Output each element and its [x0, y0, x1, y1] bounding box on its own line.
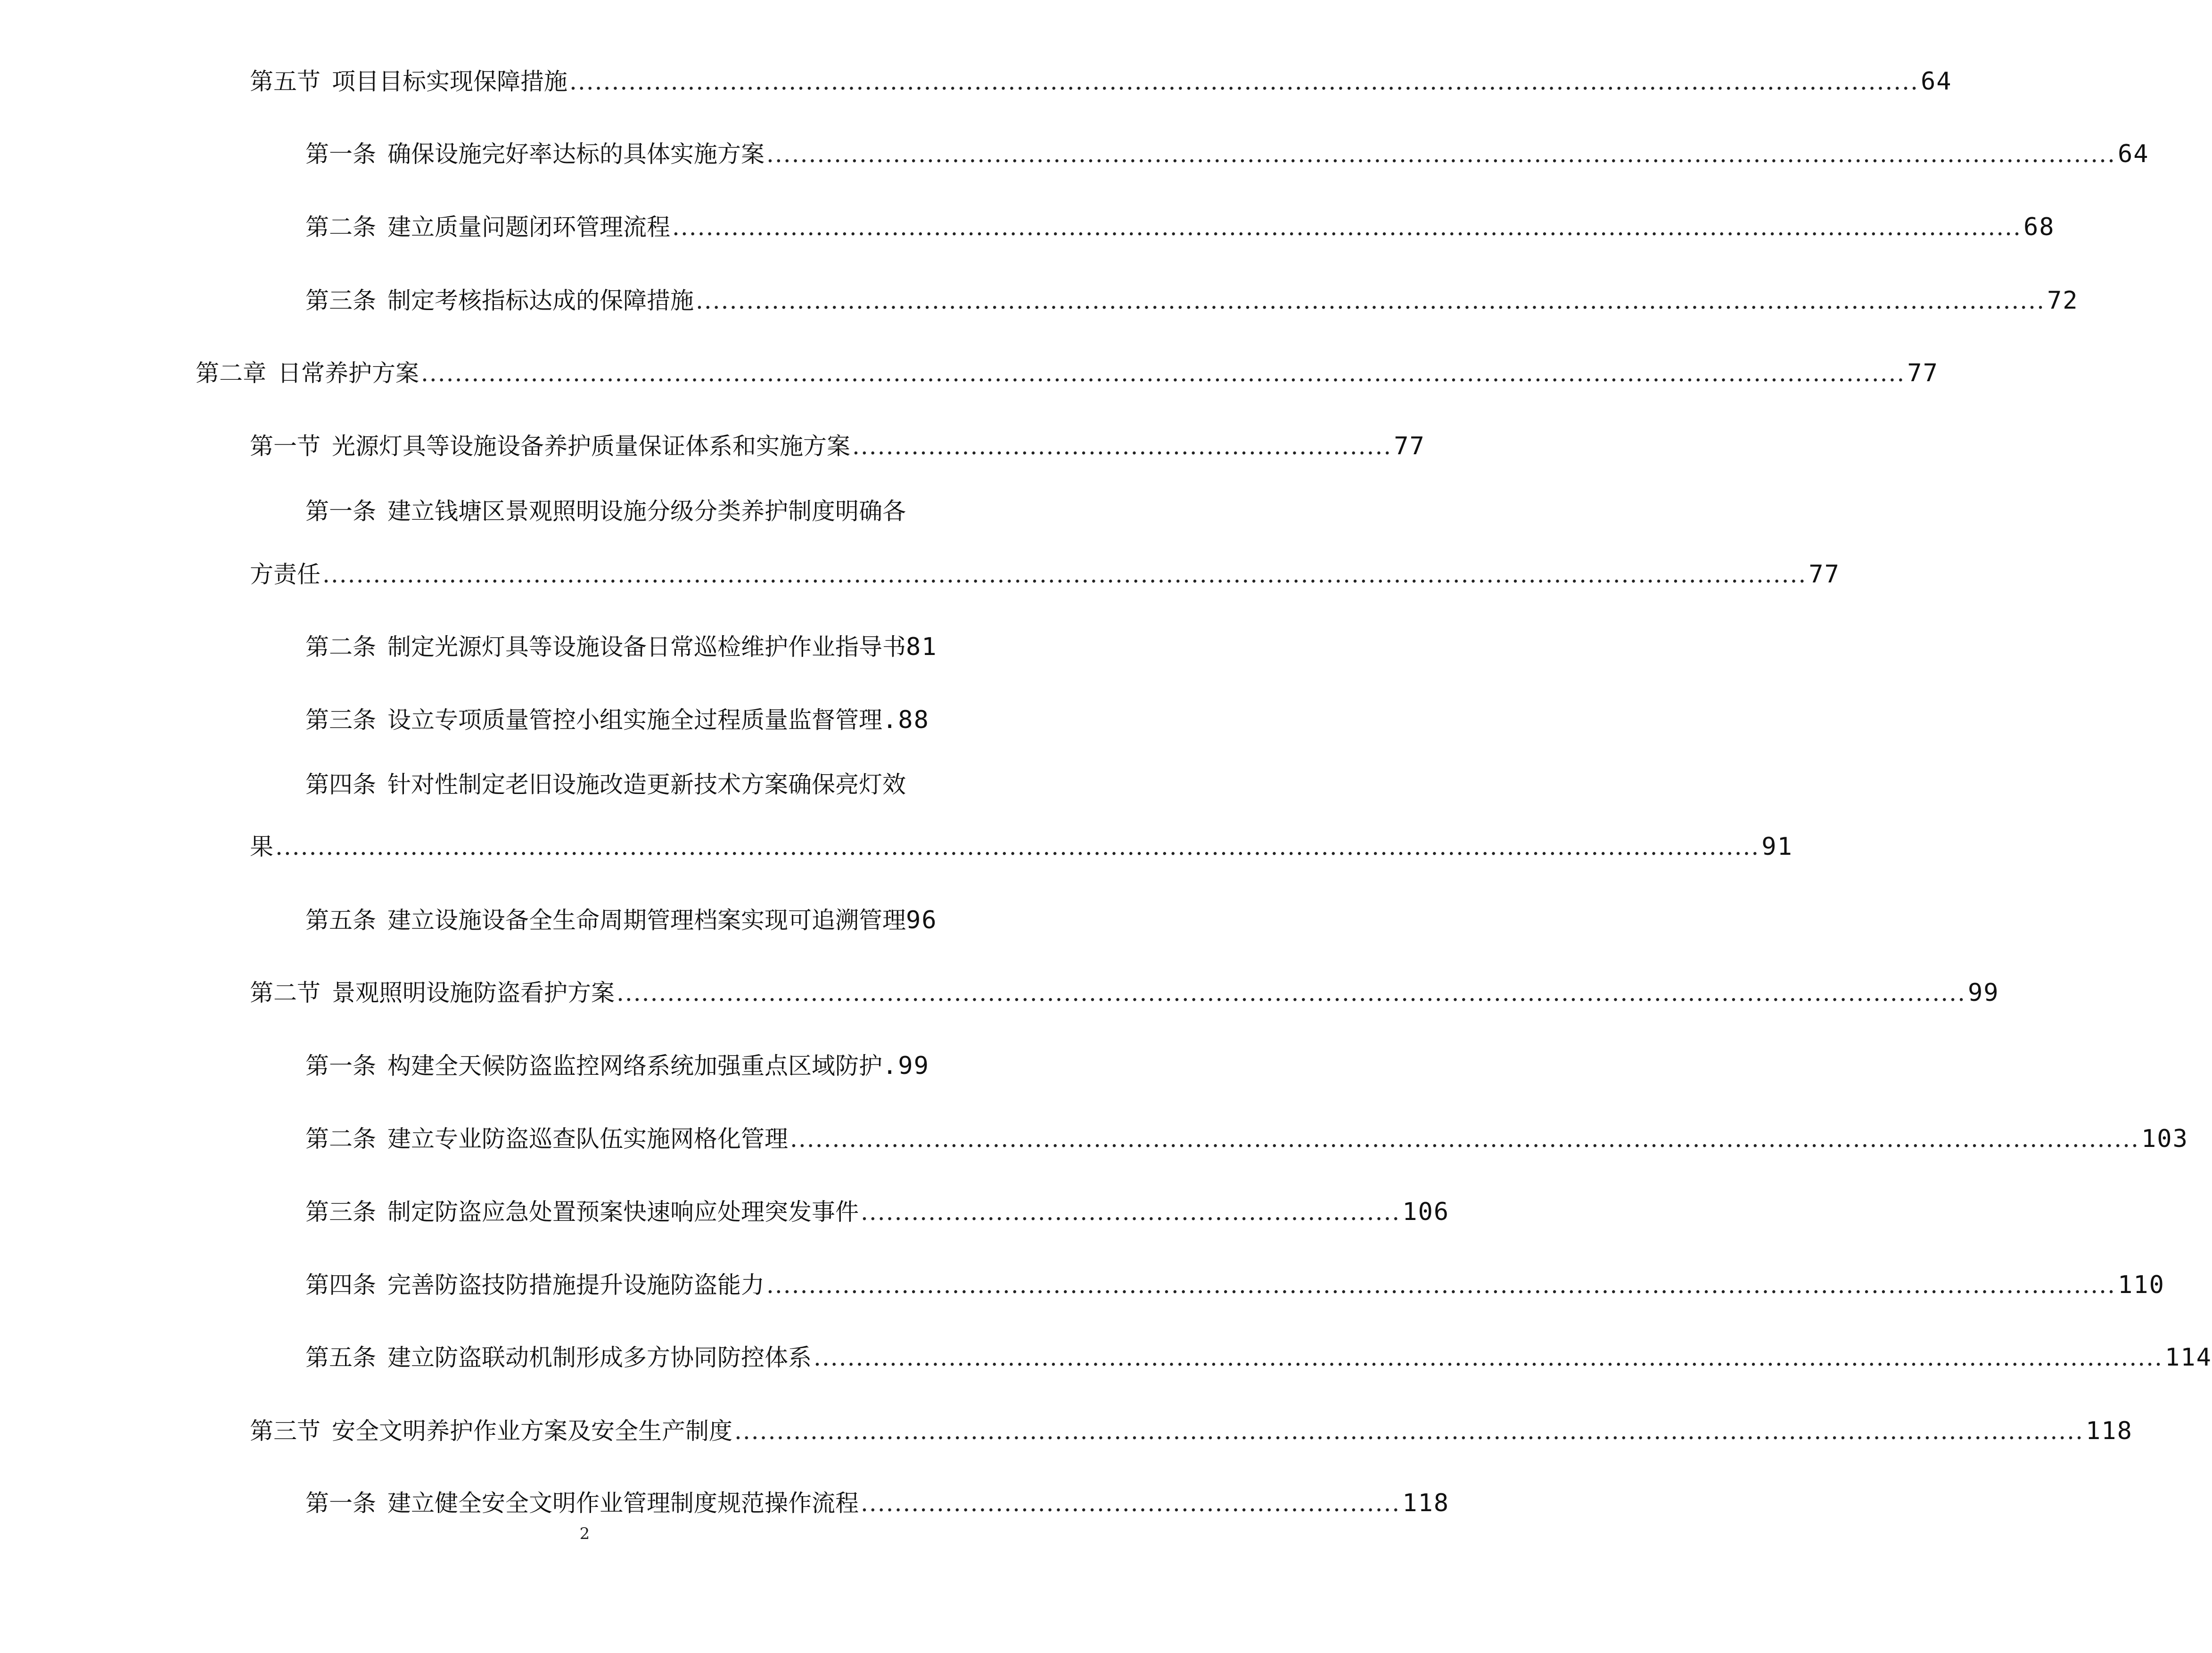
- toc-entry-article-3c[interactable]: [305, 1195, 1450, 1228]
- toc-entry-article-2b[interactable]: [305, 630, 1055, 663]
- dot-leader: ................................................................................................................................................................: [766, 1271, 2116, 1299]
- toc-entry-title: 第一条 构建全天候防盗监控网络系统加强重点区域防护: [305, 1052, 882, 1080]
- toc-entry-title: 第二条 建立质量问题闭环管理流程: [305, 213, 670, 241]
- toc-entry-section-5[interactable]: [250, 65, 1952, 98]
- toc-entry-title: 第二章 日常养护方案: [196, 360, 419, 387]
- toc-entry-title: 第四条 完善防盗技防措施提升设施防盗能力: [305, 1271, 765, 1299]
- toc-entry-title: 第五节 项目目标实现保障措施: [250, 68, 567, 95]
- toc-entry-section-2[interactable]: [250, 976, 1999, 1009]
- toc-page-number: 99: [1967, 979, 1999, 1007]
- toc-page-number: 118: [1402, 1489, 1450, 1517]
- page-number: 2: [579, 1524, 590, 1543]
- toc-entry-title: 第三条 设立专项质量管控小组实施全过程质量监督管理: [305, 706, 882, 734]
- toc-entry-article-4-line2[interactable]: [250, 830, 1793, 863]
- toc-entry-title: 第三节 安全文明养护作业方案及安全生产制度: [250, 1417, 732, 1445]
- toc-page-number: 72: [2047, 286, 2079, 315]
- toc-entry-article-4c[interactable]: [305, 1268, 2165, 1301]
- toc-entry-title: 第一节 光源灯具等设施设备养护质量保证体系和实施方案: [250, 433, 850, 460]
- toc-entry-article-1-line1[interactable]: 第一条 建立钱塘区景观照明设施分级分类养护制度明确各: [305, 498, 906, 525]
- toc-entry-title: 第三条 制定防盗应急处置预案快速响应处理突发事件: [305, 1198, 859, 1226]
- toc-entry-section-1[interactable]: [250, 430, 1425, 463]
- toc-entry-article-3[interactable]: [305, 284, 2079, 317]
- toc-entry-article-1-line2[interactable]: [250, 558, 1840, 591]
- toc-entry-article-1c[interactable]: [305, 1049, 1035, 1082]
- toc-entry-article-2[interactable]: [305, 211, 2055, 244]
- toc-page-number: 77: [1809, 560, 1840, 589]
- dot-leader: ................................................................................................................................................................: [734, 1417, 2084, 1445]
- toc-page-number: 64: [2117, 140, 2149, 168]
- toc-page-number: 64: [1920, 67, 1952, 96]
- toc-page-number: .88: [882, 706, 929, 734]
- toc-entry-title: 方责任: [250, 561, 321, 588]
- toc-entry-section-3[interactable]: [250, 1415, 2133, 1448]
- dot-leader: ................................................................................................................................................................: [617, 979, 1966, 1007]
- toc-entry-article-1d[interactable]: [305, 1487, 1450, 1520]
- dot-leader: ................................................................: [852, 433, 1392, 460]
- toc-page-number: 77: [1907, 359, 1939, 387]
- toc-entry-title: 第二条 制定光源灯具等设施设备日常巡检维护作业指导书: [305, 633, 906, 661]
- toc-entry-title: 第一条 确保设施完好率达标的具体实施方案: [305, 140, 765, 168]
- toc-page-number: 106: [1402, 1198, 1450, 1226]
- toc-entry-article-3b[interactable]: [305, 704, 1035, 736]
- dot-leader: ................................................................................................................................................................................: [421, 360, 1906, 387]
- dot-leader: ................................................................................................................................................................: [696, 287, 2045, 314]
- toc-entry-title: 第二节 景观照明设施防盗看护方案: [250, 979, 615, 1007]
- toc-entry-article-5[interactable]: [305, 904, 1055, 937]
- toc-page-number: 103: [2141, 1125, 2188, 1153]
- toc-entry-article-5c[interactable]: [305, 1341, 2212, 1374]
- toc-entry-article-1[interactable]: [305, 138, 2149, 171]
- toc-entry-title: 果: [250, 833, 273, 860]
- dot-leader: ................................................................................................................................................................: [790, 1125, 2139, 1153]
- toc-entry-article-4-line1[interactable]: 第四条 针对性制定老旧设施改造更新技术方案确保亮灯效: [305, 771, 906, 798]
- toc-page-number: .99: [882, 1052, 929, 1080]
- toc-page-number: 114: [2164, 1343, 2212, 1372]
- dot-leader: ................................................................: [861, 1489, 1401, 1517]
- dot-leader: ................................................................................................................................................................: [569, 68, 1919, 95]
- toc-entry-title: 第五条 建立防盗联动机制形成多方协同防控体系: [305, 1344, 812, 1371]
- toc-entry-title: 第三条 制定考核指标达成的保障措施: [305, 287, 694, 314]
- toc-entry-title: 第五条 建立设施设备全生命周期管理档案实现可追溯管理: [305, 907, 906, 934]
- toc-entry-title: 第一条 建立健全安全文明作业管理制度规范操作流程: [305, 1489, 859, 1517]
- toc-page-number: 110: [2117, 1271, 2165, 1299]
- toc-page-number: 118: [2085, 1417, 2133, 1445]
- toc-entry-title: 第二条 建立专业防盗巡查队伍实施网格化管理: [305, 1125, 788, 1153]
- toc-entry-article-2c[interactable]: [305, 1122, 2188, 1155]
- toc-page-number: 81: [906, 633, 937, 661]
- toc-entry-chapter-2[interactable]: [196, 357, 1939, 390]
- dot-leader: ................................................................................................................................................................: [814, 1344, 2163, 1371]
- dot-leader: ................................................................................................................................................................: [766, 140, 2116, 168]
- toc-page-number: 68: [2023, 213, 2055, 241]
- dot-leader: ................................................................: [861, 1198, 1401, 1226]
- toc-page-number: 91: [1761, 833, 1793, 861]
- toc-page-number: 96: [906, 906, 937, 934]
- dot-leader: ................................................................................................................................................................................: [275, 833, 1760, 860]
- dot-leader: ................................................................................................................................................................: [672, 213, 2022, 241]
- dot-leader: ................................................................................................................................................................................: [322, 561, 1807, 588]
- toc-page-number: 77: [1394, 432, 1425, 460]
